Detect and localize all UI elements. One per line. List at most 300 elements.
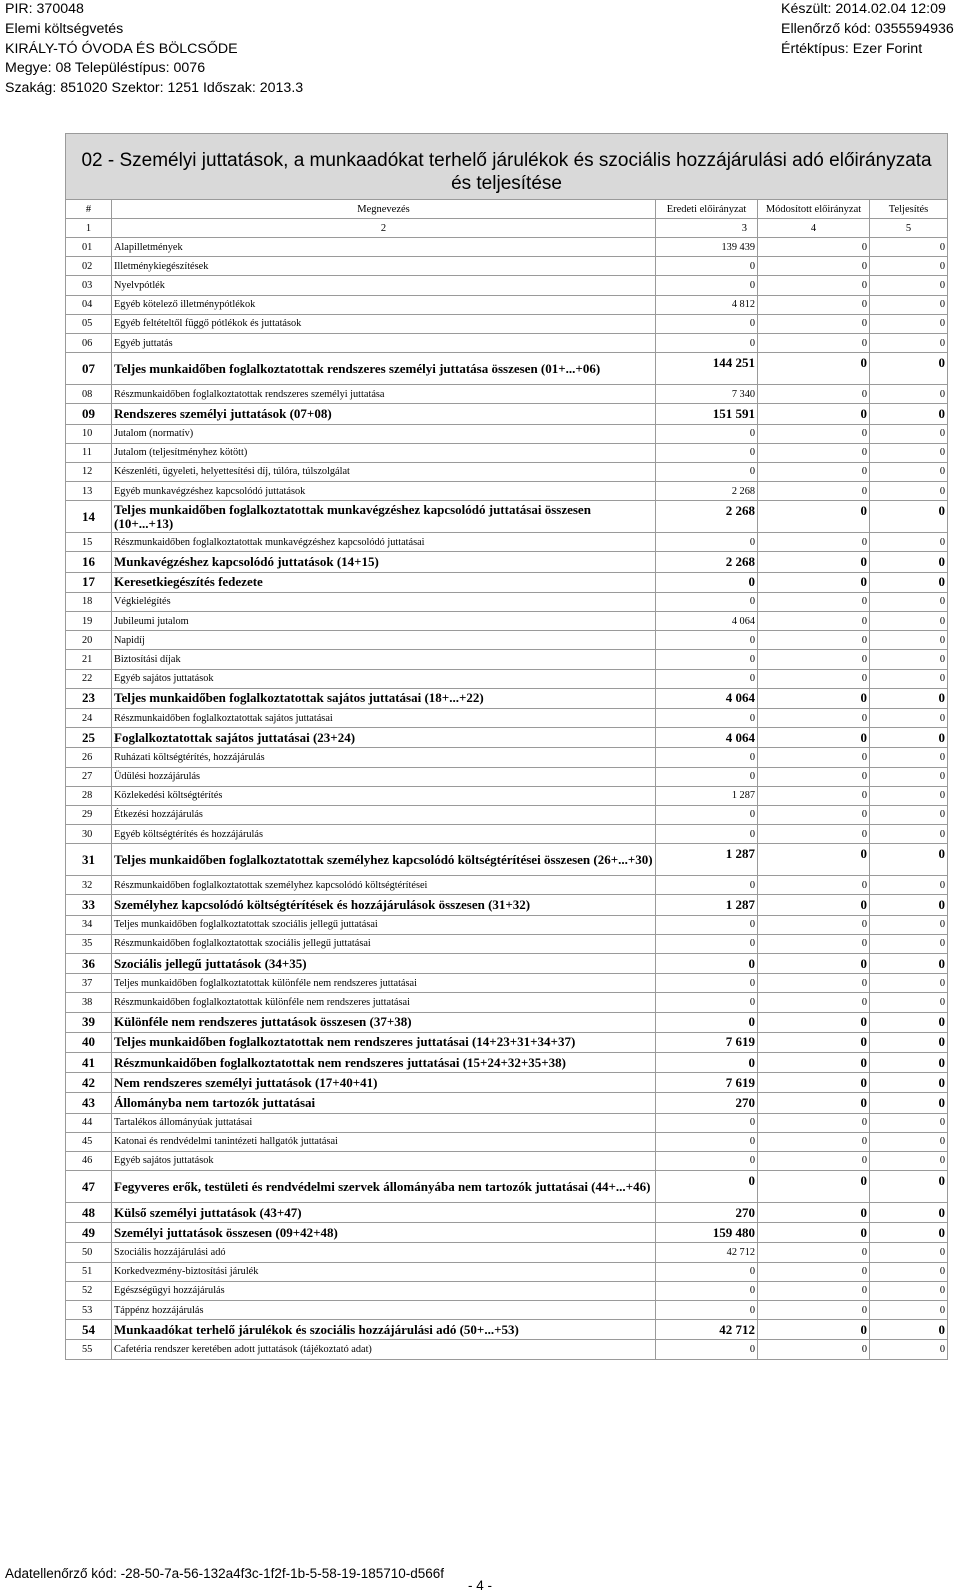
row-modified-value: 0 — [758, 669, 870, 688]
table-row — [66, 1073, 948, 1093]
table-row — [66, 650, 948, 669]
row-original-value: 0 — [656, 708, 758, 727]
row-code: 30 — [66, 825, 112, 844]
row-modified-value: 0 — [758, 1052, 870, 1072]
row-label: Üdülési hozzájárulás — [112, 767, 656, 786]
row-modified-value: 0 — [758, 915, 870, 934]
header-right — [781, 0, 954, 59]
row-modified-value: 0 — [758, 934, 870, 953]
row-modified-value: 0 — [758, 1223, 870, 1243]
row-modified-value: 0 — [758, 786, 870, 805]
row-modified-value: 0 — [758, 974, 870, 993]
table-row — [66, 424, 948, 443]
row-actual-value: 0 — [870, 1320, 948, 1340]
row-code: 38 — [66, 993, 112, 1012]
row-modified-value: 0 — [758, 385, 870, 404]
row-label: Táppénz hozzájárulás — [112, 1301, 656, 1320]
table-row — [66, 1223, 948, 1243]
column-header-original: Eredeti előirányzat — [656, 200, 758, 219]
table-row — [66, 1340, 948, 1359]
row-label: Egyéb sajátos juttatások — [112, 669, 656, 688]
row-code: 55 — [66, 1340, 112, 1359]
row-code: 07 — [66, 353, 112, 385]
row-label: Jutalom (teljesítményhez kötött) — [112, 443, 656, 462]
row-code: 20 — [66, 631, 112, 650]
row-modified-value: 0 — [758, 1171, 870, 1203]
row-modified-value: 0 — [758, 482, 870, 501]
value-type: Értéktípus: Ezer Forint — [781, 40, 923, 57]
row-modified-value: 0 — [758, 333, 870, 352]
row-code: 48 — [66, 1203, 112, 1223]
table-row — [66, 728, 948, 748]
row-code: 51 — [66, 1262, 112, 1281]
row-code: 49 — [66, 1223, 112, 1243]
row-modified-value: 0 — [758, 612, 870, 631]
row-actual-value: 0 — [870, 974, 948, 993]
row-code: 43 — [66, 1093, 112, 1113]
table-row — [66, 876, 948, 895]
row-modified-value: 0 — [758, 592, 870, 611]
page-number: - 4 - — [467, 1578, 492, 1593]
row-actual-value: 0 — [870, 805, 948, 824]
row-modified-value: 0 — [758, 424, 870, 443]
row-modified-value: 0 — [758, 1151, 870, 1170]
row-actual-value: 0 — [870, 650, 948, 669]
row-actual-value: 0 — [870, 844, 948, 876]
row-actual-value: 0 — [870, 876, 948, 895]
row-modified-value: 0 — [758, 1320, 870, 1340]
table-row — [66, 688, 948, 708]
row-modified-value: 0 — [758, 748, 870, 767]
table-row — [66, 993, 948, 1012]
table-row — [66, 1032, 948, 1052]
row-original-value: 1 287 — [656, 786, 758, 805]
table-row — [66, 974, 948, 993]
table-row — [66, 708, 948, 727]
row-original-value: 0 — [656, 314, 758, 333]
appropriation-table — [65, 133, 948, 1360]
row-label: Részmunkaidőben foglalkoztatottak sajátos juttatásai — [112, 708, 656, 727]
row-label: Teljes munkaidőben foglalkoztatottak rendszeres személyi juttatása összesen (01+...+06) — [112, 353, 656, 385]
row-code: 31 — [66, 844, 112, 876]
row-label: Nem rendszeres személyi juttatások (17+40+41) — [112, 1073, 656, 1093]
row-label: Keresetkiegészítés fedezete — [112, 572, 656, 592]
table-row — [66, 482, 948, 501]
row-actual-value: 0 — [870, 825, 948, 844]
row-modified-value: 0 — [758, 314, 870, 333]
header-left — [5, 0, 303, 99]
table-row — [66, 501, 948, 533]
row-original-value: 2 268 — [656, 552, 758, 572]
row-modified-value: 0 — [758, 631, 870, 650]
table-row — [66, 934, 948, 953]
row-original-value: 0 — [656, 974, 758, 993]
row-actual-value: 0 — [870, 238, 948, 257]
row-original-value: 0 — [656, 1340, 758, 1359]
row-modified-value: 0 — [758, 1340, 870, 1359]
row-code: 19 — [66, 612, 112, 631]
table-row — [66, 767, 948, 786]
table-row — [66, 844, 948, 876]
row-label: Ruházati költségtérítés, hozzájárulás — [112, 748, 656, 767]
column-header-row — [66, 200, 948, 219]
row-actual-value: 0 — [870, 1093, 948, 1113]
row-label: Különféle nem rendszeres juttatások összesen (37+38) — [112, 1012, 656, 1032]
row-label: Foglalkoztatottak sajátos juttatásai (23+24) — [112, 728, 656, 748]
row-original-value: 0 — [656, 1171, 758, 1203]
row-original-value: 159 480 — [656, 1223, 758, 1243]
row-original-value: 0 — [656, 748, 758, 767]
table-row — [66, 333, 948, 352]
row-original-value: 4 064 — [656, 728, 758, 748]
created-timestamp: Készült: 2014.02.04 12:09 — [781, 1, 946, 17]
row-actual-value: 0 — [870, 1073, 948, 1093]
row-label: Munkaadókat terhelő járulékok és szociális hozzájárulási adó (50+...+53) — [112, 1320, 656, 1340]
row-modified-value: 0 — [758, 1132, 870, 1151]
row-original-value: 2 268 — [656, 501, 758, 533]
table-row — [66, 1320, 948, 1340]
column-number: 4 — [758, 219, 870, 238]
row-original-value: 0 — [656, 650, 758, 669]
row-actual-value: 0 — [870, 276, 948, 295]
row-label: Illetménykiegészítések — [112, 257, 656, 276]
row-label: Készenléti, ügyeleti, helyettesítési díj, túlóra, túlszolgálat — [112, 462, 656, 481]
column-header-actual: Teljesítés — [870, 200, 948, 219]
row-label: Egészségügyi hozzájárulás — [112, 1281, 656, 1300]
row-original-value: 0 — [656, 1012, 758, 1032]
row-label: Külső személyi juttatások (43+47) — [112, 1203, 656, 1223]
row-actual-value: 0 — [870, 669, 948, 688]
row-label: Alapilletmények — [112, 238, 656, 257]
row-code: 03 — [66, 276, 112, 295]
row-code: 28 — [66, 786, 112, 805]
row-original-value: 4 064 — [656, 688, 758, 708]
row-code: 05 — [66, 314, 112, 333]
row-label: Személyi juttatások összesen (09+42+48) — [112, 1223, 656, 1243]
row-modified-value: 0 — [758, 895, 870, 915]
row-code: 09 — [66, 404, 112, 424]
row-modified-value: 0 — [758, 825, 870, 844]
table-row — [66, 592, 948, 611]
row-modified-value: 0 — [758, 844, 870, 876]
row-original-value: 0 — [656, 1052, 758, 1072]
row-code: 15 — [66, 533, 112, 552]
row-code: 22 — [66, 669, 112, 688]
row-code: 24 — [66, 708, 112, 727]
row-label: Szociális jellegű juttatások (34+35) — [112, 954, 656, 974]
row-actual-value: 0 — [870, 1243, 948, 1262]
row-actual-value: 0 — [870, 767, 948, 786]
row-original-value: 0 — [656, 1281, 758, 1300]
table-row — [66, 1012, 948, 1032]
row-actual-value: 0 — [870, 385, 948, 404]
row-label: Biztosítási díjak — [112, 650, 656, 669]
row-modified-value: 0 — [758, 552, 870, 572]
row-original-value: 0 — [656, 572, 758, 592]
row-code: 16 — [66, 552, 112, 572]
table-row — [66, 404, 948, 424]
row-label: Egyéb kötelező illetménypótlékok — [112, 295, 656, 314]
row-modified-value: 0 — [758, 276, 870, 295]
row-code: 17 — [66, 572, 112, 592]
row-original-value: 270 — [656, 1093, 758, 1113]
row-code: 52 — [66, 1281, 112, 1300]
row-code: 02 — [66, 257, 112, 276]
row-label: Részmunkaidőben foglalkoztatottak munkavégzéshez kapcsolódó juttatásai — [112, 533, 656, 552]
row-original-value: 1 287 — [656, 895, 758, 915]
row-original-value: 42 712 — [656, 1243, 758, 1262]
row-label: Teljes munkaidőben foglalkoztatottak munkavégzéshez kapcsolódó juttatásai összesen (10+...+13) — [112, 501, 656, 533]
table-row — [66, 276, 948, 295]
row-original-value: 0 — [656, 631, 758, 650]
row-actual-value: 0 — [870, 1151, 948, 1170]
row-label: Katonai és rendvédelmi tanintézeti hallgatók juttatásai — [112, 1132, 656, 1151]
row-modified-value: 0 — [758, 1093, 870, 1113]
column-header-name: Megnevezés — [112, 200, 656, 219]
row-code: 45 — [66, 1132, 112, 1151]
row-original-value: 0 — [656, 1132, 758, 1151]
table-row — [66, 669, 948, 688]
row-code: 11 — [66, 443, 112, 462]
row-code: 36 — [66, 954, 112, 974]
row-code: 12 — [66, 462, 112, 481]
row-code: 50 — [66, 1243, 112, 1262]
row-label: Részmunkaidőben foglalkoztatottak rendszeres személyi juttatása — [112, 385, 656, 404]
row-actual-value: 0 — [870, 257, 948, 276]
county-line: Megye: 08 Településtípus: 0076 — [5, 60, 206, 77]
row-modified-value: 0 — [758, 404, 870, 424]
row-code: 54 — [66, 1320, 112, 1340]
row-original-value: 2 268 — [656, 482, 758, 501]
row-code: 27 — [66, 767, 112, 786]
row-original-value: 0 — [656, 767, 758, 786]
table-row — [66, 1262, 948, 1281]
row-label: Részmunkaidőben foglalkoztatottak különféle nem rendszeres juttatásai — [112, 993, 656, 1012]
row-actual-value: 0 — [870, 1340, 948, 1359]
row-code: 14 — [66, 501, 112, 533]
row-original-value: 42 712 — [656, 1320, 758, 1340]
row-modified-value: 0 — [758, 257, 870, 276]
row-label: Napidíj — [112, 631, 656, 650]
row-original-value: 144 251 — [656, 353, 758, 385]
column-number-row — [66, 219, 948, 238]
row-actual-value: 0 — [870, 1262, 948, 1281]
row-code: 34 — [66, 915, 112, 934]
row-modified-value: 0 — [758, 876, 870, 895]
row-actual-value: 0 — [870, 1223, 948, 1243]
row-actual-value: 0 — [870, 424, 948, 443]
row-code: 33 — [66, 895, 112, 915]
row-code: 35 — [66, 934, 112, 953]
row-actual-value: 0 — [870, 993, 948, 1012]
table-row — [66, 915, 948, 934]
row-label: Egyéb juttatás — [112, 333, 656, 352]
row-modified-value: 0 — [758, 728, 870, 748]
row-modified-value: 0 — [758, 708, 870, 727]
row-label: Fegyveres erők, testületi és rendvédelmi szervek állományába nem tartozók juttatásai (44+...+46) — [112, 1171, 656, 1203]
row-actual-value: 0 — [870, 1281, 948, 1300]
table-row — [66, 1301, 948, 1320]
row-modified-value: 0 — [758, 572, 870, 592]
row-actual-value: 0 — [870, 353, 948, 385]
column-header-modified: Módosított előirányzat — [758, 200, 870, 219]
row-actual-value: 0 — [870, 895, 948, 915]
row-actual-value: 0 — [870, 708, 948, 727]
table-row — [66, 1203, 948, 1223]
row-actual-value: 0 — [870, 1032, 948, 1052]
row-original-value: 7 619 — [656, 1032, 758, 1052]
row-code: 06 — [66, 333, 112, 352]
row-actual-value: 0 — [870, 333, 948, 352]
table-row — [66, 257, 948, 276]
row-actual-value: 0 — [870, 1301, 948, 1320]
row-modified-value: 0 — [758, 688, 870, 708]
row-original-value: 0 — [656, 424, 758, 443]
table-row — [66, 1132, 948, 1151]
row-original-value: 151 591 — [656, 404, 758, 424]
table-row — [66, 314, 948, 333]
row-original-value: 0 — [656, 333, 758, 352]
row-label: Korkedvezmény-biztosítási járulék — [112, 1262, 656, 1281]
column-number: 1 — [66, 219, 112, 238]
row-original-value: 4 812 — [656, 295, 758, 314]
row-label: Részmunkaidőben foglalkoztatottak nem rendszeres juttatásai (15+24+32+35+38) — [112, 1052, 656, 1072]
column-header-number: # — [66, 200, 112, 219]
row-actual-value: 0 — [870, 533, 948, 552]
table-row — [66, 954, 948, 974]
row-original-value: 0 — [656, 934, 758, 953]
row-original-value: 0 — [656, 825, 758, 844]
row-code: 32 — [66, 876, 112, 895]
row-label: Részmunkaidőben foglalkoztatottak szociális jellegű juttatásai — [112, 934, 656, 953]
row-label: Jubileumi jutalom — [112, 612, 656, 631]
row-modified-value: 0 — [758, 650, 870, 669]
row-actual-value: 0 — [870, 748, 948, 767]
table-row — [66, 805, 948, 824]
row-code: 47 — [66, 1171, 112, 1203]
row-original-value: 0 — [656, 533, 758, 552]
row-original-value: 0 — [656, 592, 758, 611]
row-actual-value: 0 — [870, 612, 948, 631]
row-actual-value: 0 — [870, 404, 948, 424]
row-code: 04 — [66, 295, 112, 314]
table-row — [66, 1243, 948, 1262]
row-code: 25 — [66, 728, 112, 748]
row-actual-value: 0 — [870, 934, 948, 953]
row-actual-value: 0 — [870, 915, 948, 934]
column-number: 2 — [112, 219, 656, 238]
column-number: 3 — [656, 219, 758, 238]
row-label: Egyéb feltételtől függő pótlékok és juttatások — [112, 314, 656, 333]
row-modified-value: 0 — [758, 805, 870, 824]
row-original-value: 0 — [656, 954, 758, 974]
row-actual-value: 0 — [870, 572, 948, 592]
row-actual-value: 0 — [870, 728, 948, 748]
table-row — [66, 1052, 948, 1072]
row-code: 10 — [66, 424, 112, 443]
row-code: 21 — [66, 650, 112, 669]
row-label: Teljes munkaidőben foglalkoztatottak személyhez kapcsolódó költségtérítései összesen (26+...+30) — [112, 844, 656, 876]
row-label: Teljes munkaidőben foglalkoztatottak szociális jellegű juttatásai — [112, 915, 656, 934]
table-title: 02 - Személyi juttatások, a munkaadókat terhelő járulékok és szociális hozzájárulási adó előirányzata és teljesítése — [66, 134, 948, 200]
row-modified-value: 0 — [758, 353, 870, 385]
row-modified-value: 0 — [758, 1032, 870, 1052]
row-code: 41 — [66, 1052, 112, 1072]
row-actual-value: 0 — [870, 552, 948, 572]
row-modified-value: 0 — [758, 295, 870, 314]
row-modified-value: 0 — [758, 1203, 870, 1223]
row-original-value: 0 — [656, 915, 758, 934]
row-code: 26 — [66, 748, 112, 767]
table-row — [66, 353, 948, 385]
row-original-value: 0 — [656, 1301, 758, 1320]
table-row — [66, 462, 948, 481]
row-code: 08 — [66, 385, 112, 404]
row-code: 23 — [66, 688, 112, 708]
row-label: Munkavégzéshez kapcsolódó juttatások (14+15) — [112, 552, 656, 572]
row-actual-value: 0 — [870, 1171, 948, 1203]
table-row — [66, 533, 948, 552]
row-label: Közlekedési költségtérítés — [112, 786, 656, 805]
row-original-value: 4 064 — [656, 612, 758, 631]
row-original-value: 0 — [656, 669, 758, 688]
row-actual-value: 0 — [870, 1132, 948, 1151]
table-row — [66, 1093, 948, 1113]
row-modified-value: 0 — [758, 501, 870, 533]
row-modified-value: 0 — [758, 1243, 870, 1262]
row-actual-value: 0 — [870, 462, 948, 481]
row-label: Cafetéria rendszer keretében adott juttatások (tájékoztató adat) — [112, 1340, 656, 1359]
row-code: 40 — [66, 1032, 112, 1052]
row-label: Végkielégítés — [112, 592, 656, 611]
row-original-value: 0 — [656, 276, 758, 295]
row-label: Állományba nem tartozók juttatásai — [112, 1093, 656, 1113]
row-actual-value: 0 — [870, 1203, 948, 1223]
row-actual-value: 0 — [870, 592, 948, 611]
row-code: 44 — [66, 1113, 112, 1132]
row-label: Étkezési hozzájárulás — [112, 805, 656, 824]
row-modified-value: 0 — [758, 443, 870, 462]
row-actual-value: 0 — [870, 482, 948, 501]
table-row — [66, 572, 948, 592]
row-modified-value: 0 — [758, 1012, 870, 1032]
row-code: 53 — [66, 1301, 112, 1320]
row-code: 46 — [66, 1151, 112, 1170]
row-code: 42 — [66, 1073, 112, 1093]
row-original-value: 0 — [656, 1113, 758, 1132]
row-label: Rendszeres személyi juttatások (07+08) — [112, 404, 656, 424]
row-code: 29 — [66, 805, 112, 824]
row-original-value: 0 — [656, 993, 758, 1012]
table-row — [66, 1113, 948, 1132]
row-actual-value: 0 — [870, 631, 948, 650]
row-original-value: 0 — [656, 805, 758, 824]
row-modified-value: 0 — [758, 238, 870, 257]
table-row — [66, 552, 948, 572]
row-original-value: 7 340 — [656, 385, 758, 404]
row-original-value: 0 — [656, 1262, 758, 1281]
institution-name: KIRÁLY-TÓ ÓVODA ÉS BÖLCSŐDE — [5, 40, 238, 57]
row-original-value: 7 619 — [656, 1073, 758, 1093]
row-modified-value: 0 — [758, 1262, 870, 1281]
sector-line: Szakág: 851020 Szektor: 1251 Időszak: 2013.3 — [5, 80, 304, 97]
row-code: 39 — [66, 1012, 112, 1032]
table-row — [66, 631, 948, 650]
row-modified-value: 0 — [758, 533, 870, 552]
row-code: 18 — [66, 592, 112, 611]
row-label: Személyhez kapcsolódó költségtérítések és hozzájárulások összesen (31+32) — [112, 895, 656, 915]
row-modified-value: 0 — [758, 1073, 870, 1093]
